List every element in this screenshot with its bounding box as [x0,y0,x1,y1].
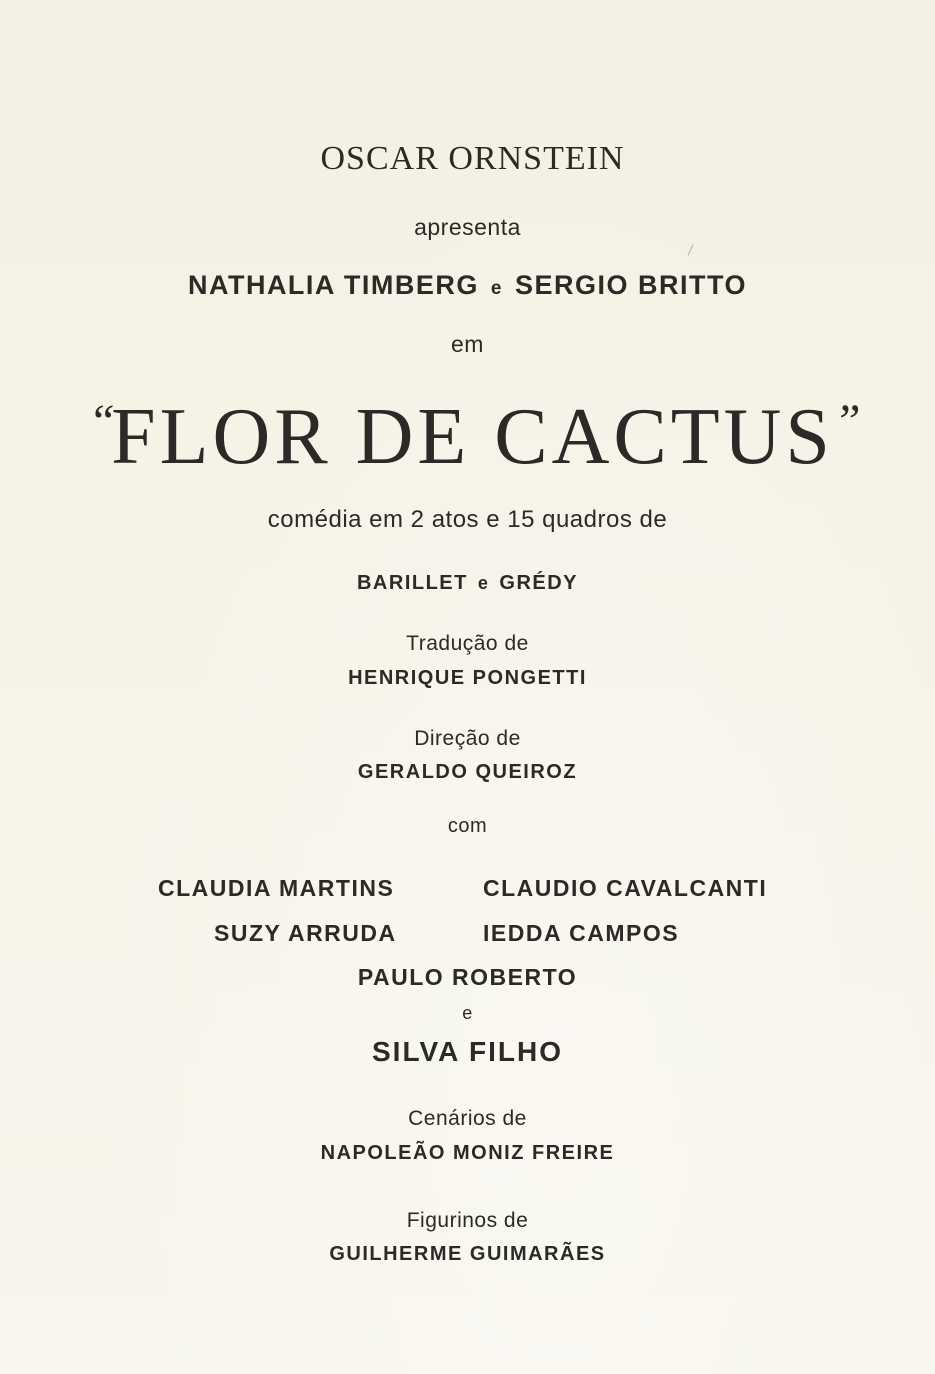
director-name: GERALDO QUEIROZ [357,761,578,783]
cast-joiner: e [462,1003,473,1023]
cast-center: PAULO ROBERTO [357,964,578,990]
costume-designer-name: GUILHERME GUIMARÃES [329,1243,606,1265]
cast-left-1: CLAUDIA MARTINS [158,875,395,901]
star-second: SERGIO BRITTO [515,270,748,300]
author-first: BARILLET [356,572,468,594]
stars-line [0,270,935,301]
in-text: em [451,331,484,357]
authors-joiner: e [477,573,490,593]
translator-name: HENRIQUE PONGETTI [348,667,587,689]
producer-name: OSCAR ORNSTEIN [320,140,625,177]
play-title [0,392,935,483]
author-second: GRÉDY [499,572,579,594]
authors-line [0,572,935,595]
subtitle-text: comédia em 2 atos e 15 quadros de [267,506,668,533]
with-text: com [447,815,488,837]
cast-right-2: IEDDA CAMPOS [483,920,680,946]
cast-right-1: CLAUDIO CAVALCANTI [483,875,768,901]
sets-label: Cenários de [408,1107,527,1130]
translation-label: Tradução de [406,632,529,655]
cast-final: SILVA FILHO [371,1036,564,1067]
star-first: NATHALIA TIMBERG [187,270,479,300]
stars-joiner: e [490,278,503,299]
direction-label: Direção de [414,727,521,750]
title-open-quote: “ [88,395,112,448]
paper-mark [688,244,694,255]
set-designer-name: NAPOLEÃO MONIZ FREIRE [320,1142,615,1164]
presents-text: apresenta [414,214,521,240]
cast-left-2: SUZY ARRUDA [214,920,397,946]
title-text: FLOR DE CACTUS [111,393,834,481]
costumes-label: Figurinos de [406,1209,529,1232]
title-close-quote: ” [833,395,857,448]
